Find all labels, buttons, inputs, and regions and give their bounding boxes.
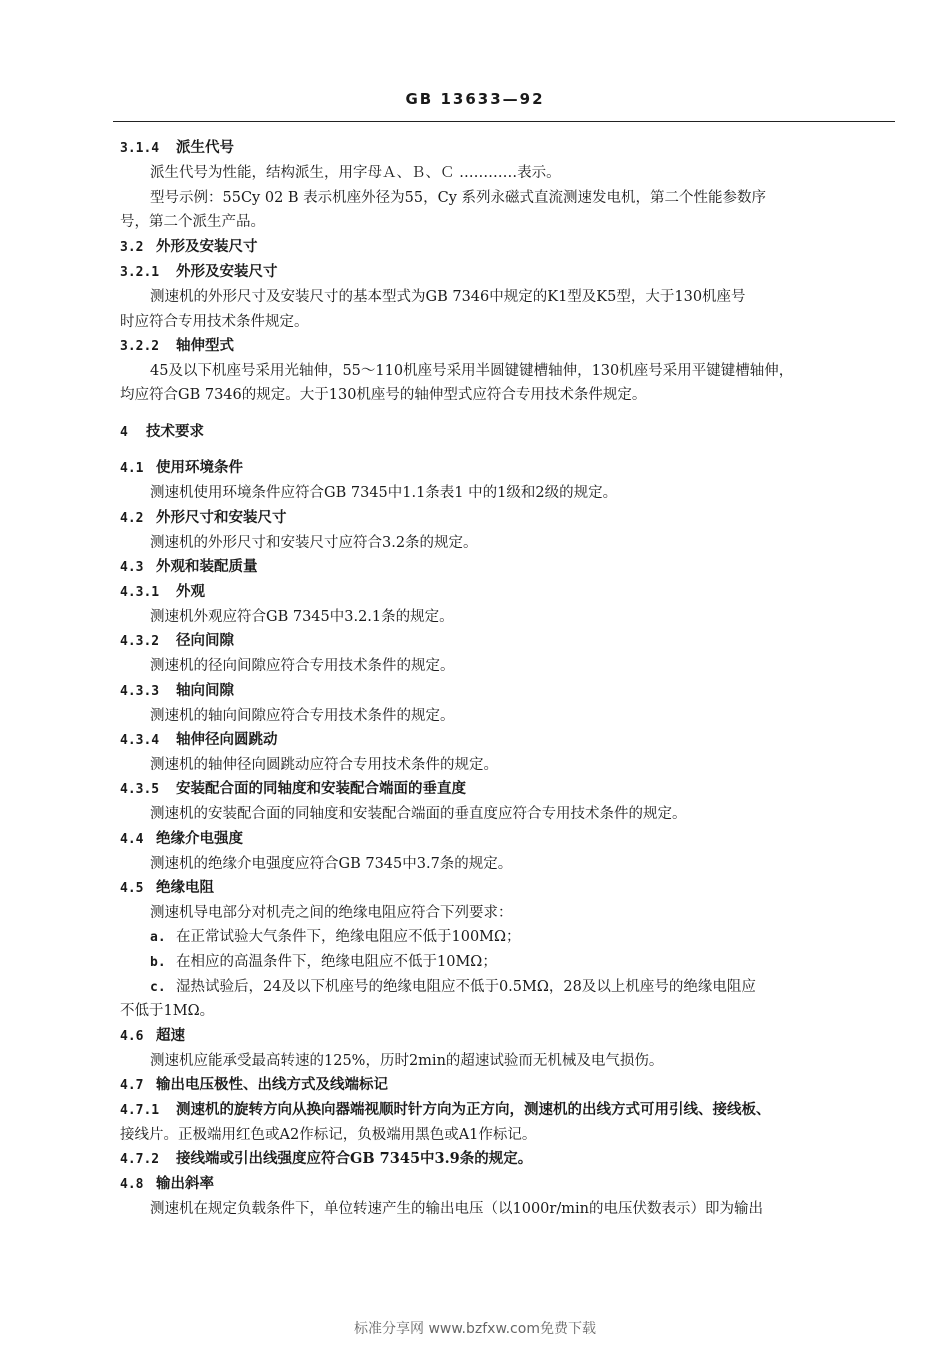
section-heading: 4.5 绝缘电阻 [120, 879, 214, 896]
paragraph-line: 测速机的轴向间隙应符合专用技术条件的规定。 [150, 708, 455, 724]
section-heading: 4.2 外形尺寸和安装尺寸 [120, 509, 287, 526]
list-item: a. 在正常试验大气条件下，绝缘电阻应不低于100MΩ； [150, 929, 521, 945]
section-heading: 4.6 超速 [120, 1027, 185, 1044]
paragraph-line: 测速机的绝缘介电强度应符合GB 7345中3.7条的规定。 [150, 856, 513, 872]
list-item: c. 湿热试验后，24及以下机座号的绝缘电阻应不低于0.5MΩ，28及以上机座号的绝缘电阻应 [150, 979, 756, 995]
chapter-heading: 4 技术要求 [120, 423, 204, 440]
paragraph-line: 测速机使用环境条件应符合GB 7345中1.1条表1 中的1级和2级的规定。 [150, 485, 618, 501]
section-heading: 4.3.3 轴向间隙 [120, 682, 234, 699]
section-heading: 4.8 输出斜率 [120, 1175, 214, 1192]
paragraph-line: 测速机的外形尺寸及安装尺寸的基本型式为GB 7346中规定的K1型及K5型，大于130机座号 [150, 289, 746, 305]
paragraph-line: 测速机外观应符合GB 7345中3.2.1条的规定。 [150, 609, 454, 625]
section-heading: 4.4 绝缘介电强度 [120, 830, 243, 847]
list-item: b. 在相应的高温条件下，绝缘电阻应不低于10MΩ； [150, 954, 497, 970]
paragraph-line: 测速机在规定负载条件下，单位转速产生的输出电压（以1000r/min的电压伏数表示）即为输出 [150, 1201, 763, 1217]
paragraph-line: 测速机的安装配合面的同轴度和安装配合端面的垂直度应符合专用技术条件的规定。 [150, 806, 687, 822]
paragraph-line: 不低于1MΩ。 [120, 1003, 215, 1019]
section-heading: 3.1.4 派生代号 [120, 139, 234, 156]
paragraph-line: 测速机的轴伸径向圆跳动应符合专用技术条件的规定。 [150, 757, 498, 773]
section-heading: 4.7.1 测速机的旋转方向从换向器端视顺时针方向为正方向，测速机的出线方式可用引线、接线板、 [120, 1101, 771, 1118]
paragraph-line: 45及以下机座号采用光轴伸，55～110机座号采用半圆键键槽轴伸，130机座号采用平键键槽轴伸， [150, 363, 794, 379]
section-heading: 4.3.2 径向间隙 [120, 632, 234, 649]
paragraph-line: 均应符合GB 7346的规定。大于130机座号的轴伸型式应符合专用技术条件规定。 [120, 387, 647, 403]
section-heading: 4.3 外观和装配质量 [120, 558, 258, 575]
header-rule [113, 121, 895, 122]
section-heading: 4.3.4 轴伸径向圆跳动 [120, 731, 278, 748]
watermark-footer: 标准分享网 www.bzfxw.com免费下载 [354, 1321, 596, 1337]
section-heading: 4.3.1 外观 [120, 583, 205, 600]
paragraph-line: 测速机导电部分对机壳之间的绝缘电阻应符合下列要求： [150, 905, 513, 921]
paragraph-line: 型号示例：55Cy 02 B 表示机座外径为55，Cy 系列永磁式直流测速发电机，第二个性能参数序 [150, 190, 767, 206]
section-heading: 3.2.2 轴伸型式 [120, 337, 234, 354]
section-heading: 4.3.5 安装配合面的同轴度和安装配合端面的垂直度 [120, 780, 466, 797]
paragraph-line: 测速机的径向间隙应符合专用技术条件的规定。 [150, 658, 455, 674]
paragraph-line: 测速机的外形尺寸和安装尺寸应符合3.2条的规定。 [150, 535, 478, 551]
section-heading: 3.2 外形及安装尺寸 [120, 238, 258, 255]
section-heading: 4.1 使用环境条件 [120, 459, 243, 476]
paragraph-line: 测速机应能承受最高转速的125%，历时2min的超速试验而无机械及电气损伤。 [150, 1053, 664, 1069]
section-heading: 3.2.1 外形及安装尺寸 [120, 263, 278, 280]
standard-number-header: GB 13633—92 [405, 90, 545, 108]
paragraph-line: 派生代号为性能，结构派生，用字母Ａ、Ｂ、Ｃ …………表示。 [150, 165, 561, 181]
paragraph-line: 号，第二个派生产品。 [120, 214, 265, 230]
section-heading: 4.7 输出电压极性、出线方式及线端标记 [120, 1076, 388, 1093]
section-heading: 4.7.2 接线端或引出线强度应符合GB 7345中3.9条的规定。 [120, 1150, 533, 1167]
paragraph-line: 时应符合专用技术条件规定。 [120, 314, 309, 330]
paragraph-line: 接线片。正极端用红色或A2作标记，负极端用黑色或A1作标记。 [120, 1127, 537, 1143]
